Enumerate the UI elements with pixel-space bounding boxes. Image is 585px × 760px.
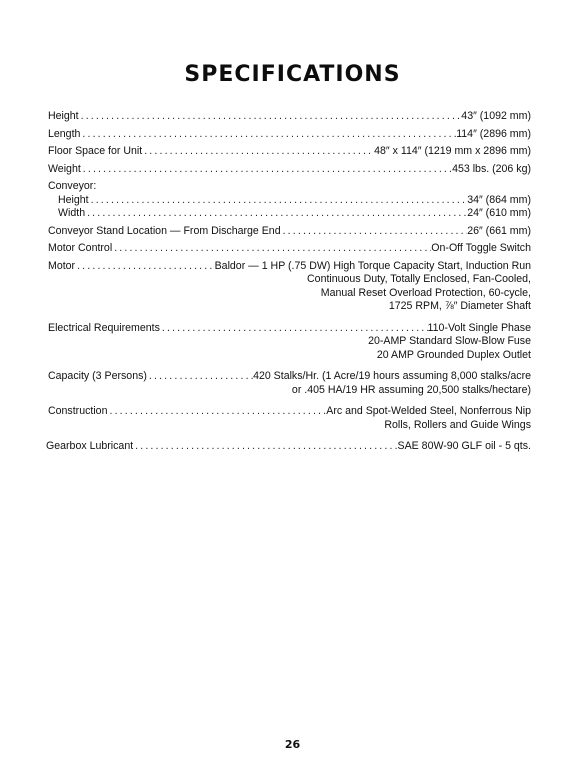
spec-weight (48, 163, 531, 177)
spec-value: 110-Volt Single Phase (427, 321, 531, 334)
spec-value-continued: Manual Reset Overload Protection, 60-cycle, (320, 286, 531, 299)
spec-value-continued: 20 AMP Grounded Duplex Outlet (376, 348, 531, 361)
spec-value: 24″ (610 mm) (467, 207, 531, 219)
spec-construction (48, 405, 531, 432)
spec-value: SAE 80W-90 GLF oil - 5 qts. (397, 440, 531, 452)
dot-leader (142, 145, 374, 159)
spec-value: Arc and Spot-Welded Steel, Nonferrous Nip (326, 405, 531, 417)
spec-capacity (48, 370, 531, 397)
spec-conveyor (48, 180, 531, 221)
spec-gearbox-lubricant (46, 440, 531, 454)
dot-leader (281, 225, 468, 239)
spec-value: 34″ (864 mm) (467, 193, 531, 206)
spec-label: Conveyor: (48, 180, 97, 192)
spec-label: Weight (48, 162, 81, 175)
spec-height (48, 110, 531, 124)
spec-value: 26″ (661 mm) (467, 224, 531, 237)
dot-leader (75, 260, 215, 274)
spec-value-continued: 1725 RPM, ⅞″ Diameter Shaft (388, 300, 531, 312)
dot-leader (160, 322, 428, 336)
spec-value: 114″ (2896 mm) (456, 127, 531, 140)
spec-label: Floor Space for Unit (48, 145, 143, 157)
spec-label: Length (48, 127, 81, 140)
spec-value-continued: Rolls, Rollers and Guide Wings (384, 418, 531, 431)
spec-motor (48, 260, 531, 314)
dot-leader (133, 440, 397, 454)
page-number: 26 (284, 738, 301, 751)
dot-leader (85, 207, 467, 221)
specifications-list (48, 110, 531, 454)
dot-leader (80, 128, 456, 142)
spec-value-continued: or .405 HA/19 HR assuming 20,500 stalks/hectare) (291, 383, 531, 396)
dot-leader (147, 370, 253, 384)
spec-motor-control (48, 242, 531, 256)
spec-value-continued: Continuous Duty, Totally Enclosed, Fan-Cooled, (307, 273, 531, 285)
dot-leader (79, 110, 462, 124)
spec-label: Conveyor Stand Location — From Discharge End (48, 224, 281, 237)
spec-label: Electrical Requirements (48, 321, 160, 334)
spec-value: On-Off Toggle Switch (431, 242, 531, 254)
dot-leader (112, 242, 431, 256)
spec-electrical (48, 322, 531, 363)
spec-value: Baldor — 1 HP (.75 DW) High Torque Capacity Start, Induction Run (214, 259, 531, 272)
page-title: SPECIFICATIONS (184, 62, 401, 87)
spec-conveyor-stand (48, 225, 531, 239)
spec-label: Height (48, 110, 79, 122)
spec-value: 420 Stalks/Hr. (1 Acre/19 hours assuming 8,000 stalks/acre (253, 370, 531, 382)
spec-label: Capacity (3 Persons) (48, 370, 147, 382)
spec-label: Gearbox Lubricant (46, 440, 134, 452)
spec-label: Height (58, 193, 89, 206)
spec-length (48, 128, 531, 142)
spec-label: Width (58, 207, 86, 219)
dot-leader (89, 194, 468, 208)
spec-value: 43″ (1092 mm) (461, 110, 531, 122)
spec-label: Motor (48, 259, 76, 272)
spec-value-continued: 20-AMP Standard Slow-Blow Fuse (368, 335, 531, 347)
spec-value: 453 lbs. (206 kg) (452, 162, 531, 175)
spec-label: Motor Control (48, 242, 113, 254)
dot-leader (81, 163, 452, 177)
spec-floor-space (48, 145, 531, 159)
spec-label: Construction (48, 405, 108, 417)
spec-value: 48″ x 114″ (1219 mm x 2896 mm) (374, 145, 531, 157)
dot-leader (107, 405, 326, 419)
